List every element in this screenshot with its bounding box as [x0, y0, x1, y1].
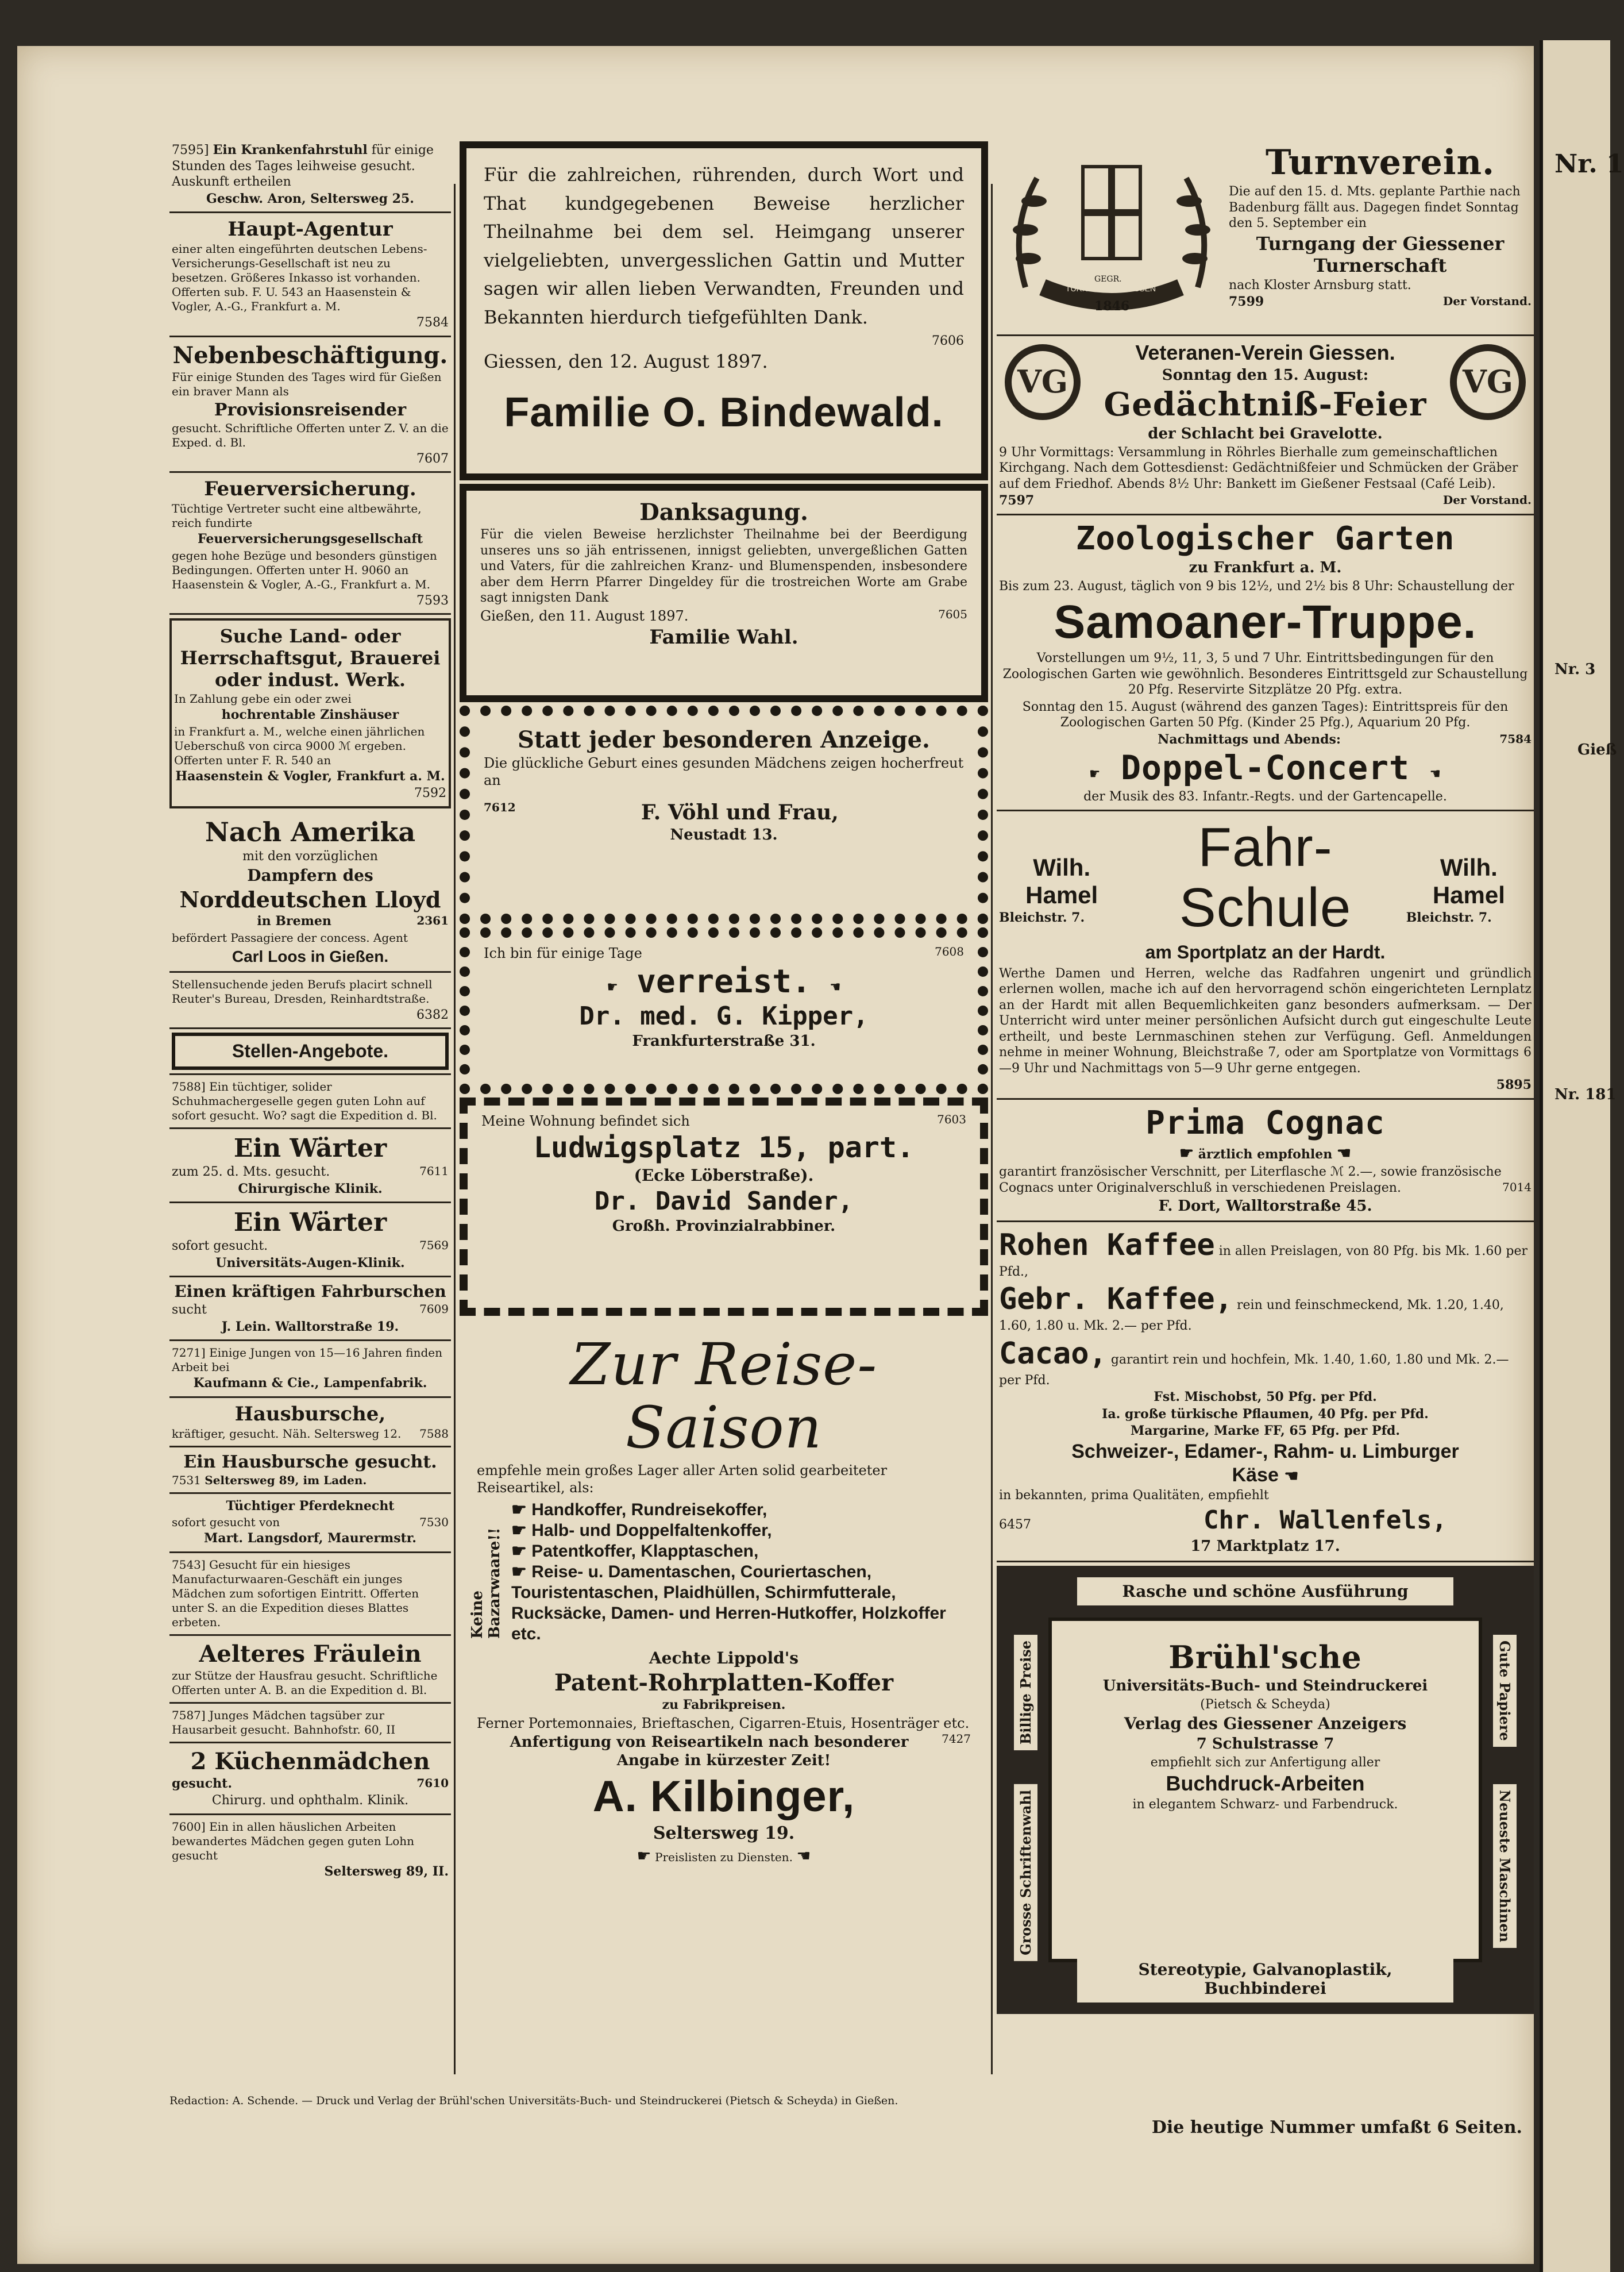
ad-sign: Chr. Wallenfels,: [1203, 1505, 1447, 1535]
text-body: Ferner Portemonnaies, Brieftaschen, Cigarren-Etuis, Hosenträger etc.: [477, 1715, 970, 1731]
ad-num: 7595]: [172, 143, 209, 157]
ad-sign: [999, 493, 1532, 509]
ad-text: [172, 1302, 449, 1318]
ad-num: 7588: [419, 1426, 449, 1441]
ad-text2: [172, 914, 449, 930]
bruehl-top: Rasche und schöne Ausführung: [1077, 1577, 1453, 1605]
ad-text5: der Musik des 83. Infantr.-Regts. und der Gartencapelle.: [1083, 790, 1447, 804]
ad-wallenfels: [997, 1222, 1534, 1562]
notice-text: [481, 1112, 966, 1130]
notice-text: Für die vielen Beweise herzlichster Theilnahme bei der Beerdigung unseres uns so jäh entrissenen, innigst geliebten, unvergeßlichen Gatten und Vaters, für die zahlreichen Kranz- und Blumenspenden, insbesondere aber dem Herrn Pfarrer Dingeldey für die trostreichen Worte am Grabe sagt innigsten Dank: [480, 527, 967, 605]
ad-side-label: Keine Bazarwaare!!: [469, 1527, 503, 1639]
list-item: ☛ Halb- und Doppelfaltenkoffer,: [511, 1521, 772, 1540]
bruehl-left2: Grosse Schriftenwahl: [1014, 1784, 1037, 1961]
ad-text3: Anfertigung von Reiseartikeln nach besonderer Angabe in kürzester Zeit!: [510, 1733, 909, 1769]
sign-text: Der Vorstand.: [1442, 493, 1532, 507]
ad-text: [172, 1515, 449, 1530]
ad-text: Stellensuchende jeden Berufs placirt schnell Reuter's Bureau, Dresden, Reinhardtstraße.: [172, 977, 433, 1006]
bruehl-line: 7 Schulstrasse 7: [1196, 1735, 1334, 1753]
price-row-a2: Ia. große türkische Pflaumen, 40 Pfg. per Pfd.: [1102, 1406, 1429, 1422]
section-title: Stellen-Angebote.: [172, 1033, 449, 1070]
ad-fahrschule: [997, 811, 1534, 1100]
ad-title: Einen kräftigen Fahrburschen: [174, 1282, 446, 1301]
bruehl-line: Buchdruck-Arbeiten: [1166, 1772, 1365, 1796]
ad-num: 7271]: [172, 1346, 206, 1360]
price-row: [999, 1335, 1532, 1389]
notice-num: 7603: [937, 1112, 966, 1126]
ad-title: Turnverein.: [1265, 143, 1495, 183]
ad-sub: am Sportplatz an der Hardt.: [1145, 941, 1386, 962]
product-name: Cacao,: [999, 1336, 1107, 1371]
ad-title: Haupt-Agentur: [227, 218, 393, 241]
text-body: Ich bin für einige Tage: [484, 945, 642, 961]
ad-title: Nebenbeschäftigung.: [172, 341, 448, 369]
ad-num: 7599: [1229, 294, 1264, 309]
ad-title: Ein Wärter: [233, 1208, 387, 1237]
item-text: Handkoffer, Rundreisekoffer,: [531, 1500, 767, 1519]
ad-title: Ein Wärter: [233, 1134, 387, 1163]
ad-sign: Geschw. Aron, Seltersweg 25.: [206, 191, 414, 206]
notice-text: Die glückliche Geburt eines gesunden Mädchens zeigen hocherfreut an: [484, 755, 964, 788]
notice-num: 7608: [935, 945, 964, 958]
cheese-title2: [999, 1464, 1532, 1487]
pointing-hand-left-icon: ☚: [1336, 1143, 1351, 1163]
newspaper-page: [17, 46, 1534, 2264]
notice-sub: (Ecke Löberstraße).: [634, 1166, 814, 1185]
ad-sign: Seltersweg 89, II.: [324, 1863, 449, 1879]
item-text: Patentkoffer, Klapptaschen,: [531, 1542, 759, 1561]
ad-text: Tüchtige Vertreter sucht eine altbewährte, reich fundirte: [172, 502, 422, 530]
ad-sign: [1229, 294, 1532, 310]
date-text: Gießen, den 11. August 1897.: [480, 607, 689, 624]
ad-fahrburschen: [169, 1277, 451, 1341]
bruehl-line: in elegantem Schwarz- und Farbendruck.: [1132, 1797, 1398, 1812]
fahrschule-right: [1406, 853, 1532, 927]
ad-body: [172, 1346, 449, 1374]
pointing-hand-icon: ☛: [1090, 764, 1101, 784]
ad-sign: Universitäts-Augen-Klinik.: [215, 1255, 405, 1270]
ad-num: 6382: [416, 1007, 449, 1022]
turnverein-body: [1229, 144, 1532, 310]
ad-text: Ein in allen häuslichen Arbeiten bewandertes Mädchen gegen guten Lohn gesucht: [172, 1819, 415, 1862]
page-footer: Redaction: A. Schende. — Druck und Verlag der Brühl'schen Universitäts-Buch- und Steindruckerei (Pietsch & Scheyda) in Gießen.: [169, 2094, 898, 2107]
ad-sign: Chirurg. und ophthalm. Klinik.: [211, 1793, 409, 1808]
right-name: Wilh. Hamel: [1432, 853, 1505, 908]
ad-veteranen: [997, 336, 1534, 515]
left-addr: Bleichstr. 7.: [999, 910, 1085, 925]
text-body: garantirt französischer Verschnitt, per Literflasche ℳ 2.—, sowie französische Cognacs unter Originalverschluß in verschiedenen Preislagen.: [999, 1165, 1502, 1195]
ad-text2: gegen hohe Bezüge und besonders günstigen Bedingungen. Offerten unter H. 9060 an Haasenstein & Vogler, A.-G., Frankfurt a. M.: [172, 548, 437, 591]
column-rule: [991, 184, 993, 2074]
list-item: ☛ Reise- u. Damentaschen, Couriertaschen, Touristentaschen, Plaidhüllen, Schirmfutterale, Rucksäcke, Damen- und Herren-Hutkoffer, Holzkoffer etc.: [511, 1562, 946, 1643]
ad-fraeulein: [169, 1636, 451, 1704]
ad-text3: befördert Passagiere der concess. Agent: [172, 930, 408, 945]
notice-date: [480, 607, 967, 625]
ad-num: 7593: [416, 593, 449, 608]
title-text: verreist.: [637, 963, 811, 1000]
turnverein-emblem-icon: [1002, 144, 1221, 318]
ad-body: [172, 1820, 449, 1863]
ad-num: 7587]: [172, 1708, 206, 1722]
ad-text2: Vorstellungen um 9½, 11, 3, 5 und 7 Uhr. Eintrittsbedingungen für den Zoologischen Garten wie gewöhnlich. Besonderes Eintrittsgeld zur Schaustellung 20 Pfg. Reservirte Sitzplätze 20 Pfg. extra.: [1002, 651, 1528, 698]
ad-haeusliche-arbeiten: [169, 1815, 451, 1885]
ad-body: [172, 1080, 449, 1123]
ad-title: Veteranen-Verein Giessen.: [1135, 341, 1395, 364]
right-addr: Bleichstr. 7.: [1406, 910, 1492, 925]
notice-num: 7606: [932, 333, 964, 348]
bruehl-bottom: Stereotypie, Galvanoplastik, Buchbinderei: [1077, 1955, 1453, 2003]
ad-title: Zur Reise-Saison: [570, 1331, 878, 1461]
bruehl-right2: Neueste Maschinen: [1493, 1784, 1517, 1948]
ad-text2: nach Kloster Arnsburg statt.: [1229, 278, 1411, 292]
ad-num: 7530: [419, 1515, 449, 1529]
fahrschule-left: [999, 853, 1124, 927]
notice-addr: Frankfurterstraße 31.: [632, 1033, 816, 1050]
ad-text: einer alten eingeführten deutschen Lebens-Versicherungs-Gesellschaft ist neu zu besetzen. Größeres Inkasso ist vorhanden. Offerten sub. F. U. 543 an Haasenstein & Vogler, A.-G., Frankfurt a. M.: [172, 242, 427, 313]
column-middle: [460, 138, 988, 1878]
ad-text: In Zahlung gebe ein oder zwei: [174, 692, 352, 706]
ad-num: 7610: [416, 1776, 449, 1790]
ad-sign-row: [999, 1504, 1532, 1536]
price-row: [999, 1227, 1532, 1280]
ad-text: Die auf den 15. d. Mts. geplante Parthie nach Badenburg fällt aus. Dagegen findet Sonntag den 5. September ein: [1229, 184, 1521, 230]
adjacent-page-edge: [1540, 40, 1624, 2272]
ad-num: 7531: [172, 1473, 201, 1487]
pointing-hand-icon: ☛: [607, 977, 618, 996]
price-row-a1: Fst. Mischobst, 50 Pfg. per Pfd.: [1154, 1389, 1377, 1405]
ad-text: [172, 1427, 449, 1441]
ad-text-body: sofort gesucht von: [172, 1515, 280, 1529]
text-body: Meine Wohnung befindet sich: [481, 1113, 690, 1129]
ad-text: zur Stütze der Hausfrau gesucht. Schriftliche Offerten unter A. B. an die Expedition d. Bl.: [172, 1668, 438, 1697]
ad-date: Sonntag den 15. August:: [1162, 367, 1369, 384]
notice-num: 7612: [484, 800, 516, 814]
ad-text-body: zum 25. d. Mts. gesucht.: [172, 1165, 330, 1179]
ad-title: Hausbursche,: [234, 1402, 386, 1426]
notice-title: Danksagung.: [639, 499, 808, 526]
ad-text: Seltersweg 89, im Laden.: [205, 1473, 367, 1487]
ad-feuerversicherung: [169, 473, 451, 615]
ad-title: 2 Küchenmädchen: [190, 1747, 430, 1775]
column-right: [997, 138, 1534, 2014]
ad-text: für einige Stunden des Tages leihweise gesucht. Auskunft ertheilen: [172, 143, 434, 189]
ad-title: Prima Cognac: [1145, 1104, 1385, 1142]
foot-text: Preislisten zu Diensten.: [655, 1850, 793, 1864]
ad-num: 7607: [416, 451, 449, 466]
notice-addr: Großh. Provinzialrabbiner.: [612, 1218, 836, 1235]
pointing-hand-left-icon: ☚: [1284, 1466, 1299, 1485]
notice-title: [484, 963, 964, 1000]
bruehl-left1: Billige Preise: [1014, 1635, 1037, 1750]
bruehl-line: (Pietsch & Scheyda): [1200, 1697, 1330, 1712]
ad-waerter-2: [169, 1203, 451, 1277]
ad-sub: [999, 1143, 1532, 1163]
ad-subtitle2: Norddeutschen Lloyd: [179, 887, 441, 912]
fahrschule-header: [999, 815, 1532, 965]
pointing-hand-icon: ☛: [1179, 1143, 1194, 1163]
product-name: Rohen Kaffee: [999, 1227, 1215, 1262]
ad-subtitle: Samoaner-Truppe.: [1054, 596, 1477, 649]
ad-text2: gesucht. Schriftliche Offerten unter Z. V. an die Exped. d. Bl.: [172, 421, 449, 449]
ad-sign: Haasenstein & Vogler, Frankfurt a. M.: [175, 768, 445, 784]
ad-text: [172, 1776, 449, 1792]
ad-text: Für einige Stunden des Tages wird für Gießen ein braver Mann als: [172, 369, 442, 398]
emblem-year: 1846: [1094, 299, 1130, 314]
item-text: Halb- und Doppelfaltenkoffer,: [531, 1521, 772, 1540]
ad-kilbinger: [460, 1319, 988, 1878]
ad-sign: Mart. Langsdorf, Maurermstr.: [204, 1531, 416, 1546]
ad-num: 7569: [419, 1238, 449, 1252]
veteranen-emblem-right-icon: [1448, 342, 1528, 425]
ad-text: mit den vorzüglichen: [242, 849, 378, 864]
ad-subtitle: hochrentable Zinshäuser: [221, 707, 399, 722]
ad-cognac: [997, 1100, 1534, 1222]
ad-addr: 17 Marktplatz 17.: [1190, 1538, 1340, 1555]
ad-sub2: zu Fabrikpreisen.: [662, 1697, 786, 1712]
pointing-hand-left-icon: ☚: [1430, 764, 1441, 784]
ad-text: Bis zum 23. August, täglich von 9 bis 12½, und 2½ bis 8 Uhr: Schaustellung der: [999, 579, 1514, 594]
bruehl-line: Verlag des Giessener Anzeigers: [1124, 1714, 1407, 1734]
ad-text2: in Frankfurt a. M., welche einen jährlichen Ueberschuß von circa 9000 ℳ ergeben. Offerten unter F. R. 540 an: [174, 724, 425, 767]
ad-num: 2361: [416, 914, 449, 927]
column-left: [169, 138, 451, 1884]
ad-text: [999, 1164, 1532, 1196]
pointing-hand-left-icon: ☚: [796, 1846, 811, 1865]
page-count-note: Die heutige Nummer umfaßt 6 Seiten.: [1151, 2117, 1522, 2138]
ad-text2: [477, 1715, 971, 1746]
ad-num: 7611: [419, 1164, 449, 1178]
ad-text4: [999, 732, 1532, 748]
ad-schuhmacher: [169, 1075, 451, 1129]
notice-wahl: [460, 484, 988, 702]
ad-landgut: [169, 618, 451, 808]
ad-turnverein: [997, 138, 1534, 336]
notice-voehl: [460, 706, 988, 924]
ad-bruehl: [997, 1566, 1534, 2014]
fragment: Gieß: [1577, 741, 1617, 758]
product-name: Gebr. Kaffee,: [999, 1282, 1233, 1317]
left-name: Wilh. Hamel: [1025, 853, 1098, 908]
ad-num: 6457: [999, 1518, 1031, 1532]
ad-text-body: sofort gesucht.: [172, 1239, 268, 1253]
fragment: Nr. 3: [1554, 661, 1596, 678]
cheese-title: Schweizer-, Edamer-, Rahm- u. Limburger: [1071, 1440, 1459, 1462]
notice-sign: Familie Wahl.: [649, 625, 799, 649]
ad-nebenbeschaeftigung: [169, 337, 451, 473]
ad-kuechenmaedchen: [169, 1743, 451, 1815]
notice-addr: Neustadt 13.: [670, 826, 778, 844]
ad-waerter-1: [169, 1129, 451, 1203]
sign-text: F. Vöhl und Frau,: [641, 800, 839, 825]
list-item: ☛ Patentkoffer, Klapptaschen,: [511, 1542, 759, 1561]
ad-num: 7597: [999, 493, 1035, 509]
ad-title: Suche Land- oder Herrschaftsgut, Brauerei oder indust. Werk.: [180, 625, 441, 691]
ad-num: 5895: [1496, 1077, 1532, 1093]
ad-body: [172, 1558, 449, 1630]
veteranen-emblem-left-icon: [1002, 342, 1083, 425]
svg-text:VG: VG: [1462, 363, 1514, 400]
ad-num: 7609: [419, 1302, 449, 1316]
column-rule: [454, 184, 456, 2074]
ad-jungen: [169, 1341, 451, 1398]
pointing-hand-icon: ☛: [637, 1846, 651, 1865]
ad-title3: [999, 750, 1532, 787]
ad-text: [172, 1164, 449, 1180]
ad-sign: Carl Loos in Gießen.: [232, 947, 389, 965]
ad-sign: Kaufmann & Cie., Lampenfabrik.: [193, 1376, 427, 1391]
ad-pferdeknecht: [169, 1494, 451, 1553]
ad-text: Einige Jungen von 15—16 Jahren finden Arbeit bei: [172, 1346, 443, 1374]
ad-text3: Sonntag den 15. August (während des ganzen Tages): Eintrittspreis für den Zoologischen Garten 50 Pfg. (Kinder 25 Pfg.), Aquarium 20 Pfg.: [1022, 699, 1509, 730]
ad-maedchen: [169, 1553, 451, 1636]
sub-text: ärztlich empfohlen: [1198, 1147, 1333, 1162]
ad-text: [172, 1238, 449, 1254]
fragment: Nr. 1: [1554, 149, 1624, 179]
ad-body: [172, 1473, 449, 1488]
ad-sign: A. Kilbinger,: [592, 1772, 855, 1821]
ad-zoo: [997, 515, 1534, 811]
svg-text:VG: VG: [1017, 363, 1068, 400]
ad-text-body: gesucht.: [172, 1776, 232, 1791]
ad-num: 7600]: [172, 1819, 206, 1834]
ad-sign: J. Lein. Walltorstraße 19.: [221, 1319, 399, 1334]
ad-num: 7584: [1499, 731, 1532, 746]
item-text: Reise- u. Damentaschen, Couriertaschen, Touristentaschen, Plaidhüllen, Schirmfutterale, Rucksäcke, Damen- und Herren-Hutkoffer, Holzkoffer etc.: [511, 1562, 946, 1643]
title-text: Doppel-Concert: [1121, 748, 1410, 788]
section-stellen-angebote: [169, 1029, 451, 1075]
ad-text-body: kräftiger, gesucht. Näh. Seltersweg 12.: [172, 1426, 402, 1441]
ad-text-body: sucht: [172, 1303, 207, 1317]
ad-subtitle: Provisionsreisender: [214, 399, 407, 420]
ad-subtitle: Gedächtniß-Feier: [1104, 385, 1427, 423]
ad-text: Werthe Damen und Herren, welche das Radfahren ungenirt und gründlich erlernen wollen, mache ich auf den hervorragend schön eingerichteten Lernplatz an der Hardt mit allen Bequemlichkeiten ganz besonders aufmerksam. — Der Unterricht wird unter meiner persönlichen Aufsicht durch gut eingeschulte Leute ertheilt, und beste Lernmaschinen stehen zur Verfügung. Gefl. Anmeldungen nehme in meiner Wohnung, Bleichstraße 7, oder am Sportplatze von Vormittags 6—9 Uhr und Nachmittags von 5—9 Uhr gerne entgegen.: [999, 966, 1532, 1076]
ad-title: Ein Hausbursche gesucht.: [183, 1451, 437, 1472]
ad-title: Tüchtiger Pferdeknecht: [226, 1498, 395, 1514]
text-body: Nachmittags und Abends:: [1158, 731, 1341, 747]
ad-title: Zoologischer Garten: [1075, 519, 1455, 557]
bruehl-right1: Gute Papiere: [1493, 1635, 1517, 1747]
item-list: [511, 1500, 971, 1645]
notice-text: [484, 945, 964, 962]
notice-sign: Dr. med. G. Kipper,: [579, 1002, 869, 1031]
fahrschule-center: [1124, 815, 1406, 965]
ad-amerika: [169, 812, 451, 973]
bruehl-title: Brühl'sche: [1168, 1638, 1362, 1676]
ad-krankenfahrstuhl: [169, 138, 451, 213]
ad-title2: Patent-Rohrplatten-Koffer: [554, 1669, 894, 1696]
ad-text: Ein tüchtiger, solider Schuhmachergeselle gegen guten Lohn auf sofort gesucht. Wo? sagt die Expedition d. Bl.: [172, 1080, 437, 1122]
ad-subtitle: Feuerversicherungsgesellschaft: [198, 532, 423, 546]
ad-title: Nach Amerika: [205, 816, 416, 848]
ad-foot: [477, 1846, 971, 1866]
notice-text: Für die zahlreichen, rührenden, durch Wort und That kundgegebenen Beweise herzlicher Theilnahme bei dem sel. Heimgang unserer vielgeliebten, unvergesslichen Gattin und Mutter sagen wir allen lieben Verwandten, Freunden und Bekannten hierdurch tiefgefühlten Dank.: [484, 164, 964, 328]
city: in Bremen: [257, 914, 331, 929]
ad-subtitle: Dampfern des: [247, 866, 373, 885]
bruehl-line: Universitäts-Buch- und Steindruckerei: [1102, 1677, 1428, 1695]
ad-num: 7014: [1502, 1180, 1532, 1194]
ad-body: [172, 1708, 449, 1737]
price-text: in allen Preislagen, von 80 Pfg. bis Mk. 1.60 per Pfd.,: [999, 1243, 1528, 1279]
emblem-text: TURNVEREIN GIESSEN: [1066, 284, 1156, 293]
ad-sub: Aechte Lippold's: [649, 1649, 799, 1668]
cheese-text: Käse: [1232, 1464, 1279, 1486]
ad-hausbursche-1: [169, 1398, 451, 1447]
ad-num: 7584: [416, 315, 449, 330]
ad-sub: der Schlacht bei Gravelotte.: [1148, 425, 1383, 443]
ad-sub: zu Frankfurt a. M.: [1189, 559, 1342, 577]
ad-num: 7592: [414, 786, 446, 800]
price-text: garantirt rein und hochfein, Mk. 1.40, 1.60, 1.80 und Mk. 2.— per Pfd.: [999, 1352, 1509, 1388]
ad-text: 9 Uhr Vormittags: Versammlung in Röhrles Bierhalle zum gemeinschaftlichen Kirchgang. Nach dem Gottesdienst: Gedächtnißfeier und Schmücken der Gräber auf dem Friedhof. Abends 8½ Uhr: Bankett im Gießener Festsaal (Café Leib).: [999, 445, 1518, 491]
ad-subtitle: Turngang der Giessener Turnerschaft: [1256, 232, 1505, 276]
ad-title: Feuerversicherung.: [204, 477, 416, 500]
notice-date: Giessen, den 12. August 1897.: [484, 351, 768, 373]
bruehl-line: empfiehlt sich zur Anfertigung aller: [1150, 1755, 1380, 1770]
price-row: [999, 1281, 1532, 1334]
price-text: rein und feinschmeckend, Mk. 1.20, 1.40, 1.60, 1.80 u. Mk. 2.— per Pfd.: [999, 1298, 1504, 1334]
ad-hausbursche-2: [169, 1447, 451, 1494]
notice-sign: [484, 800, 964, 825]
ad-text: Gesucht für ein hiesiges Manufacturwaaren-Geschäft ein junges Mädchen zum sofortigen Eintritt. Offerten unter S. an die Expedition dieses Blattes erbeten.: [172, 1557, 419, 1629]
ad-sign: F. Dort, Walltorstraße 45.: [1158, 1197, 1372, 1215]
notice-kipper: [460, 927, 988, 1094]
pointing-hand-left-icon: ☚: [830, 977, 840, 996]
ad-title: Aelteres Fräulein: [199, 1640, 422, 1668]
list-item: ☛ Handkoffer, Rundreisekoffer,: [511, 1500, 767, 1519]
bruehl-inner: [1048, 1618, 1482, 1962]
notice-title: Statt jeder besonderen Anzeige.: [518, 726, 930, 753]
ad-text: Junges Mädchen tagsüber zur Hausarbeit gesucht. Bahnhofstr. 60, II: [172, 1708, 396, 1736]
notice-sign: Familie O. Bindewald.: [504, 390, 944, 436]
notice-bindewald: [460, 141, 988, 480]
notice-sander: [460, 1098, 988, 1316]
notice-title: Ludwigsplatz 15, part.: [533, 1131, 915, 1164]
price-row-a3: Margarine, Marke FF, 65 Pfg. per Pfd.: [1130, 1423, 1401, 1439]
emblem-gegr: GEGR.: [1094, 275, 1122, 284]
ad-sign: Chirurgische Klinik.: [238, 1181, 383, 1196]
ad-text: empfehle mein großes Lager aller Arten solid gearbeiteter Reiseartikel, als:: [477, 1462, 888, 1496]
ad-hauptagentur: [169, 213, 451, 337]
ad-num: 7427: [942, 1731, 971, 1746]
ad-stellensuchende: [169, 973, 451, 1030]
ad-title: Fahr-Schule: [1179, 816, 1352, 939]
sign-text: Der Vorstand.: [1442, 294, 1532, 308]
ad-num: 7588]: [172, 1080, 206, 1093]
notice-num: 7605: [938, 607, 967, 621]
ad-num: 7543]: [172, 1557, 206, 1572]
ad-text: in bekannten, prima Qualitäten, empfiehlt: [999, 1488, 1269, 1503]
ad-junges-maedchen: [169, 1704, 451, 1743]
ad-title: Ein Krankenfahrstuhl: [213, 143, 368, 157]
ad-addr: Seltersweg 19.: [653, 1823, 795, 1844]
fragment: Nr. 181: [1554, 1086, 1617, 1103]
notice-sign: Dr. David Sander,: [594, 1187, 854, 1216]
